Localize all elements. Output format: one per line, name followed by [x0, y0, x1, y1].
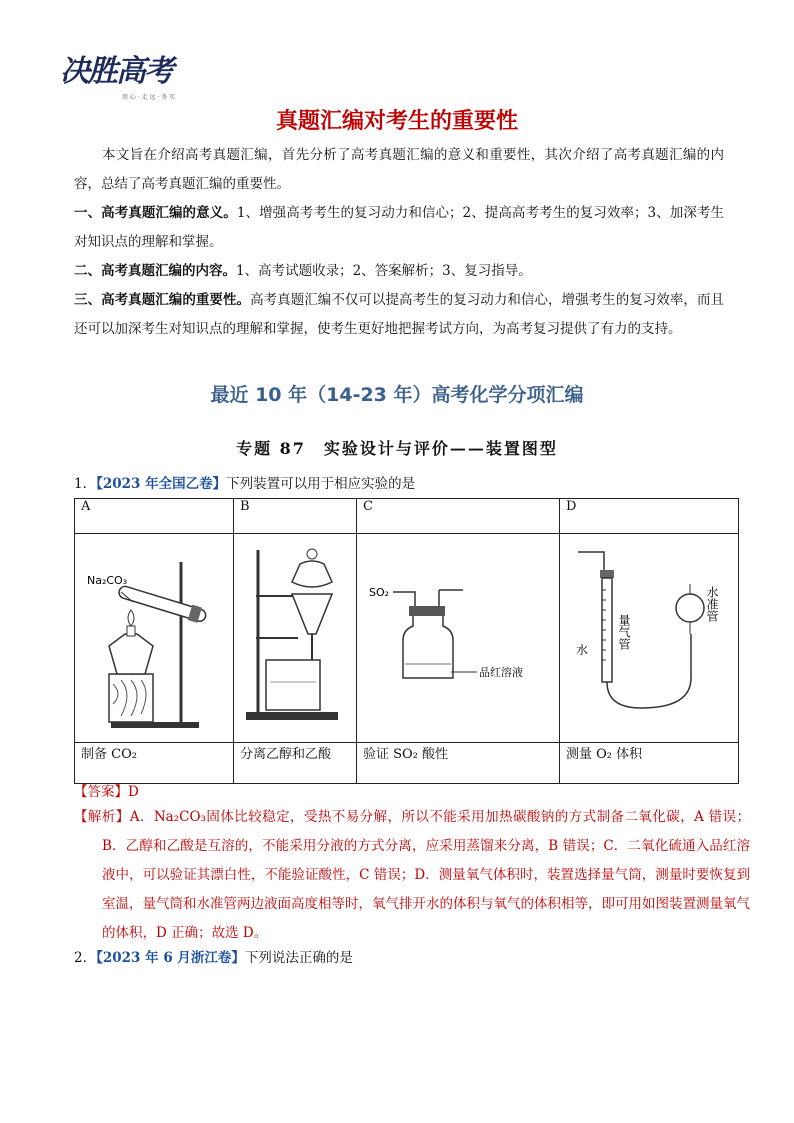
point-1-lead: 一、高考真题汇编的意义。 [74, 205, 237, 221]
option-b-caption: 分离乙醇和乙酸 [234, 743, 357, 784]
point-1 [74, 199, 724, 257]
explanation [74, 803, 750, 948]
gas-measuring-diagram [566, 534, 732, 738]
fig-label-water: 水 [576, 643, 589, 657]
fig-label-level: 水准管 [705, 586, 719, 622]
question-2-text: 下列说法正确的是 [244, 950, 353, 966]
answer-value: D [128, 784, 139, 800]
fig-label-na2co3: Na₂CO₃ [87, 574, 128, 587]
question-2-number: 2． [74, 950, 97, 966]
option-a-caption: 制备 CO₂ [75, 743, 234, 784]
intro-paragraph: 本文旨在介绍高考真题汇编，首先分析了高考真题汇编的意义和重要性，其次介绍了高考真题汇编的内容，总结了高考真题汇编的重要性。 [74, 147, 724, 192]
question-1-source: 【2023 年全国乙卷】 [96, 476, 227, 492]
option-d-caption: 测量 O₂ 体积 [560, 743, 739, 784]
explanation-text: A．Na₂CO₃固体比较稳定，受热不易分解，所以不能采用加热碳酸钠的方式制备二氧化碳，A 错误；B．乙醇和乙酸是互溶的，不能采用分液的方式分离，应采用蒸馏来分离，B 错误；C．二氧化硫通入品红溶液中，可以验证其漂白性，不能验证酸性，C 错误；D．测量氧气体积时，装置选择量气筒，测量时要恢复到室温，量气筒和水准管两边液面高度相等时，氧气排开水的体积与氧气的体积相等，即可用如图装置测量氧气的体积，D 正确；故选 D。 [102, 809, 751, 941]
point-2-lead: 二、高考真题汇编的内容。 [74, 263, 236, 279]
point-3-lead: 三、高考真题汇编的重要性。 [74, 292, 251, 308]
answer [74, 780, 139, 800]
separatory-funnel-diagram [240, 534, 350, 738]
option-d-figure [560, 534, 739, 743]
option-c-figure [357, 534, 560, 743]
logo-text: 决胜高考 [60, 54, 172, 89]
option-a-figure [75, 534, 234, 743]
page-title: 真题汇编对考生的重要性 [275, 109, 518, 134]
option-c-caption: 验证 SO₂ 酸性 [357, 743, 560, 784]
logo [60, 42, 176, 108]
option-d-header: D [560, 499, 739, 534]
topic-title: 专题 87 实验设计与评价——装置图型 [236, 439, 558, 458]
heating-apparatus-diagram [81, 534, 227, 738]
point-2-text: 1、高考试题收录；2、答案解析；3、复习指导。 [236, 263, 532, 279]
option-a-header: A [75, 499, 234, 534]
question-2-source: 【2023 年 6 月浙江卷】 [96, 950, 245, 966]
point-3 [74, 286, 724, 344]
option-b-figure [234, 534, 357, 743]
question-1-text: 下列装置可以用于相应实验的是 [226, 476, 416, 492]
point-2 [74, 257, 724, 286]
option-b-header: B [234, 499, 357, 534]
logo-subtitle: 用 心 · 走 远 · 务 实 [122, 94, 176, 101]
point-1-text: 1、增强高考考生的复习动力和信心；2、提高高考考生的复习效率；3、加深考生对知识点的理解和掌握。 [74, 205, 724, 250]
explanation-label: 【解析】 [74, 809, 130, 825]
answer-label: 【答案】 [74, 784, 128, 800]
option-c-header: C [357, 499, 560, 534]
options-table [74, 498, 739, 784]
fig-label-pinhong: 品红溶液 [479, 666, 523, 679]
question-1-number: 1． [74, 476, 97, 492]
point-3-text: 高考真题汇编不仅可以提高考生的复习动力和信心，增强考生的复习效率，而且还可以加深考生对知识点的理解和掌握，使考生更好地把握考试方向，为高考复习提供了有力的支持。 [74, 292, 725, 337]
fig-label-tube: 量气管 [617, 614, 631, 650]
question-2-stem [74, 946, 353, 966]
question-1-stem [74, 472, 415, 492]
gas-washing-bottle-diagram [363, 534, 553, 738]
fig-label-so2: SO₂ [369, 586, 390, 599]
section-title: 最近 10 年（14-23 年）高考化学分项汇编 [210, 384, 584, 406]
